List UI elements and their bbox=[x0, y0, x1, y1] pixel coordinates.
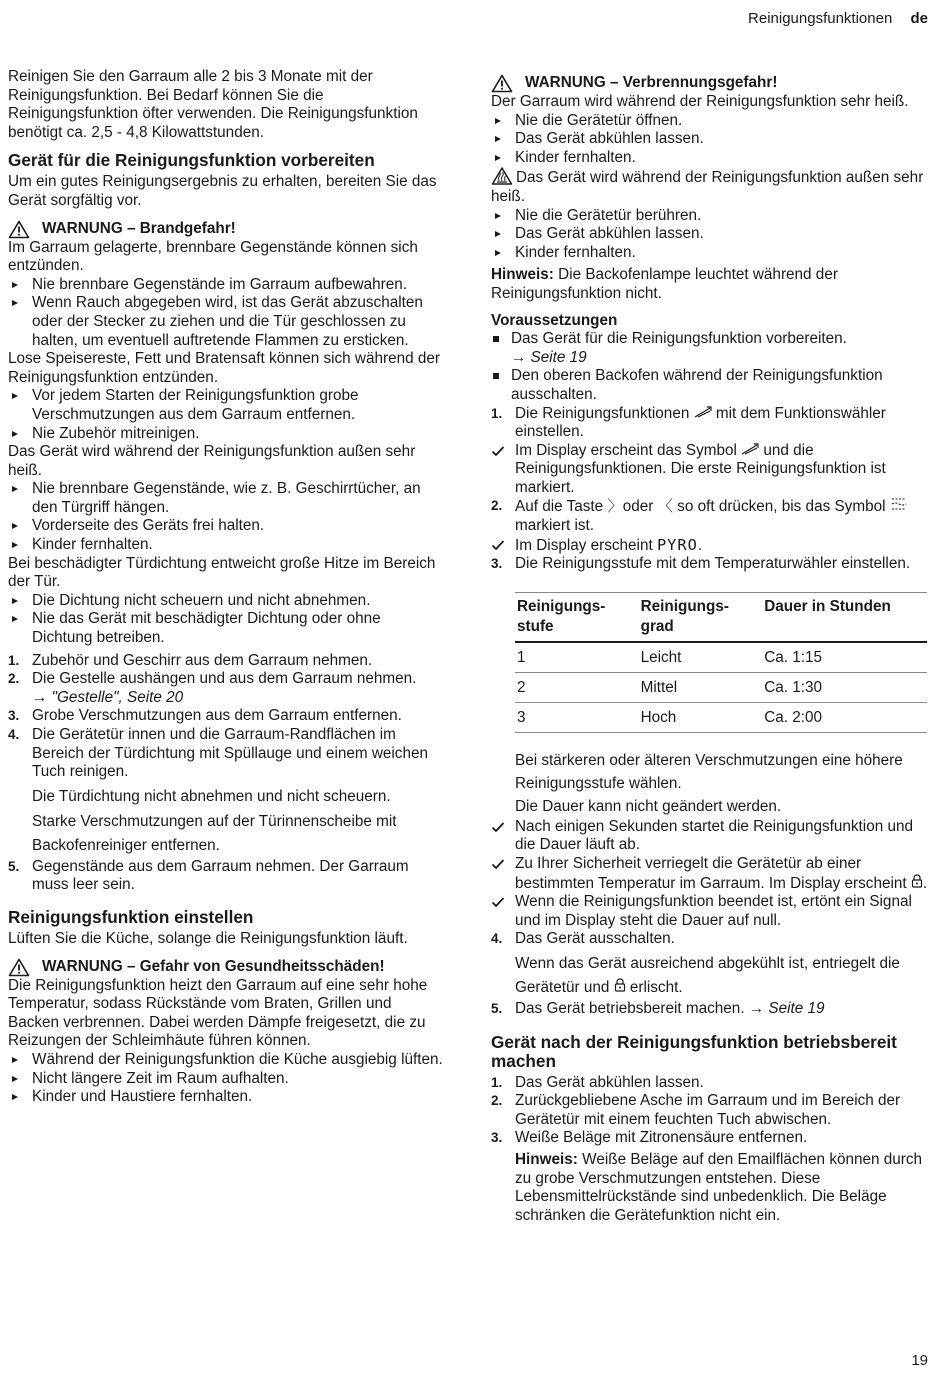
set-intro: Lüften Sie die Küche, solange die Reinigungsfunktion läuft. bbox=[8, 929, 408, 947]
lock-icon bbox=[911, 874, 923, 888]
table-cell: Ca. 2:00 bbox=[762, 702, 927, 732]
list-item: Wenn Rauch abgegeben wird, ist das Gerät abzuschalten oder der Stecker zu ziehen und die Tür geschlossen zu halten, um eventuell auftretende Flammen zu ersticken. bbox=[8, 294, 444, 350]
list-item: Nie brennbare Gegenstände, wie z. B. Geschirrtücher, an den Türgriff hängen. bbox=[8, 480, 444, 517]
list-item: Das Gerät abkühlen lassen. bbox=[491, 130, 929, 149]
heading-after: Gerät nach der Reinigungsfunktion betriebsbereit machen bbox=[491, 1031, 897, 1071]
step-2: 2. Auf die Taste 〉oder 〈 so oft drücken, bis das Symbol markiert ist. bbox=[491, 497, 929, 535]
fire-text-3: Das Gerät wird während der Reinigungsfunktion außen sehr heiß. bbox=[8, 443, 416, 479]
cross-reference-arrow-icon: → bbox=[748, 1000, 765, 1017]
table-cell: 2 bbox=[515, 672, 639, 702]
step-5: 5. Gegenstände aus dem Garraum nehmen. Der Garraum muss leer sein. bbox=[8, 857, 409, 894]
display-code: PYRO bbox=[656, 535, 698, 554]
list-item: Nicht längere Zeit im Raum aufhalten. bbox=[8, 1070, 444, 1089]
check-icon bbox=[491, 820, 505, 839]
after-step-1: 1. Das Gerät abkühlen lassen. bbox=[491, 1073, 704, 1091]
warning-fire-title: WARNUNG – Brandgefahr! bbox=[42, 219, 236, 237]
step-1: 1. Zubehör und Geschirr aus dem Garraum nehmen. bbox=[8, 651, 373, 669]
table-cell: Mittel bbox=[639, 672, 763, 702]
result-4: Zu Ihrer Sicherheit verriegelt die Gerätetür ab einer bestimmten Temperatur im Garraum. Im Display erscheint . bbox=[491, 855, 929, 893]
warning-triangle-icon bbox=[8, 958, 30, 977]
warning-burn bbox=[491, 74, 929, 93]
table-cell: Leicht bbox=[639, 642, 763, 673]
table-header-row bbox=[515, 592, 927, 642]
burn-text: Der Garraum wird während der Reinigungsfunktion sehr heiß. bbox=[491, 93, 909, 110]
pyrolysis-icon bbox=[741, 443, 759, 455]
step-3: 3. Die Reinigungsstufe mit dem Temperaturwähler einstellen. bbox=[491, 555, 911, 573]
requirement-2: Den oberen Backofen während der Reinigungsfunktion ausschalten. bbox=[491, 367, 929, 404]
fire-text-4: Bei beschädigter Türdichtung entweicht große Hitze im Bereich der Tür. bbox=[8, 554, 436, 591]
step-3: 3. Grobe Verschmutzungen aus dem Garraum entfernen. bbox=[8, 707, 402, 725]
heading-set: Reinigungsfunktion einstellen bbox=[8, 906, 254, 927]
language-code: de bbox=[910, 10, 928, 27]
check-icon bbox=[491, 895, 505, 914]
burn-text-2: Das Gerät wird während der Reinigungsfunktion außen sehr heiß. bbox=[491, 169, 924, 205]
result-5: Wenn die Reinigungsfunktion beendet ist, ertönt ein Signal und im Display steht die Dauer auf null. bbox=[491, 893, 929, 930]
cross-reference[interactable]: → Seite 19 bbox=[511, 348, 587, 366]
table-cell: 3 bbox=[515, 702, 639, 732]
lock-icon bbox=[614, 978, 626, 992]
warning-health-title: WARNUNG – Gefahr von Gesundheitsschäden! bbox=[42, 957, 385, 975]
list-item: Die Dichtung nicht scheuern und nicht abnehmen. bbox=[8, 592, 444, 611]
result-3: Nach einigen Sekunden startet die Reinigungsfunktion und die Dauer läuft ab. bbox=[491, 818, 929, 855]
requirement-1: Das Gerät für die Reinigungsfunktion vorbereiten. → Seite 19 bbox=[491, 330, 929, 367]
intro-paragraph: Reinigen Sie den Garraum alle 2 bis 3 Monate mit der Reinigungsfunktion. Bei Bedarf können Sie die Reinigungsfunktion öfter verwenden. Die Reinigungsfunktion benötigt ca. 2,5 - 4,8 Kilowattstunden. bbox=[8, 68, 418, 141]
list-item: Nie die Gerätetür berühren. bbox=[491, 207, 929, 226]
step-4: 4. Das Gerät ausschalten. bbox=[491, 930, 675, 948]
list-item: Nie Zubehör mitreinigen. bbox=[8, 425, 444, 444]
warning-triangle-icon bbox=[8, 220, 30, 239]
step-1: 1. Die Reinigungsfunktionen mit dem Funktionswähler einstellen. bbox=[491, 404, 886, 441]
table-cell: 1 bbox=[515, 642, 639, 673]
after-step-3-note: Hinweis: Weiße Beläge auf den Emailflächen können durch zu grobe Verschmutzungen entstehen. Diese Lebensmittelrückstände sind unbedenklich. Die Beläge schränken die Gerätefunktion nicht ein. bbox=[515, 1150, 923, 1224]
right-column bbox=[491, 74, 929, 1225]
check-icon bbox=[491, 538, 505, 557]
list-item: Kinder fernhalten. bbox=[491, 244, 929, 263]
table-row bbox=[515, 642, 927, 673]
table-cell: Ca. 1:30 bbox=[762, 672, 927, 702]
table-row bbox=[515, 702, 927, 732]
section-title: Reinigungsfunktionen bbox=[748, 10, 893, 27]
cross-reference-arrow-icon: → bbox=[32, 688, 48, 706]
list-item: Das Gerät abkühlen lassen. bbox=[491, 225, 929, 244]
step-4: 4. Die Gerätetür innen und die Garraum-Randflächen im Bereich der Türdichtung mit Spüllauge und einem weichen Tuch reinigen. bbox=[8, 726, 428, 781]
list-item: Während der Reinigungsfunktion die Küche ausgiebig lüften. bbox=[8, 1051, 444, 1070]
list-item: Nie das Gerät mit beschädigter Dichtung oder ohne Dichtung betreiben. bbox=[8, 610, 444, 647]
table-cell: Ca. 1:15 bbox=[762, 642, 927, 673]
table-note-1: Bei stärkeren oder älteren Verschmutzungen eine höhere Reinigungsstufe wählen. bbox=[515, 751, 903, 792]
table-row bbox=[515, 672, 927, 702]
result-2: Im Display erscheint PYRO. bbox=[491, 536, 929, 556]
list-item: Kinder fernhalten. bbox=[8, 536, 444, 555]
list-item: Nie brennbare Gegenstände im Garraum aufbewahren. bbox=[8, 276, 444, 295]
warning-triangle-icon bbox=[491, 74, 513, 93]
list-item: Vor jedem Starten der Reinigungsfunktion grobe Verschmutzungen aus dem Garraum entfernen. bbox=[8, 387, 444, 424]
pyrolysis-icon bbox=[890, 497, 908, 511]
heading-requirements: Voraussetzungen bbox=[491, 311, 618, 329]
table-cell: Hoch bbox=[639, 702, 763, 732]
after-step-3: 3. Weiße Beläge mit Zitronensäure entfernen. bbox=[491, 1129, 808, 1147]
result-1: Im Display erscheint das Symbol und die Reinigungsfunktionen. Die erste Reinigungsfunktion ist markiert. bbox=[491, 442, 929, 498]
check-icon bbox=[491, 857, 505, 876]
check-icon bbox=[491, 444, 505, 463]
step-4-note-2: Starke Verschmutzungen auf der Türinnenscheibe mit Backofenreiniger entfernen. bbox=[32, 812, 397, 854]
step-2: 2. Die Gestelle aushängen und aus dem Garraum nehmen. → "Gestelle", Seite 20 bbox=[8, 670, 444, 707]
left-column bbox=[8, 68, 444, 1107]
cleaning-level-table bbox=[515, 592, 927, 733]
step-4-note-1: Die Türdichtung nicht abnehmen und nicht scheuern. bbox=[32, 787, 391, 805]
fire-text: Im Garraum gelagerte, brennbare Gegenstände können sich entzünden. bbox=[8, 238, 418, 275]
page-number: 19 bbox=[911, 1352, 928, 1369]
cross-reference[interactable]: → "Gestelle", Seite 20 bbox=[32, 688, 184, 706]
list-item: Kinder und Haustiere fernhalten. bbox=[8, 1088, 444, 1107]
pyrolysis-icon bbox=[694, 406, 712, 418]
list-item: Nie die Gerätetür öffnen. bbox=[491, 112, 929, 131]
right-chevron-icon: 〉 bbox=[607, 498, 623, 516]
warning-burn-title: WARNUNG – Verbrennungsgefahr! bbox=[525, 74, 778, 92]
warning-health bbox=[8, 958, 444, 977]
list-item: Vorderseite des Geräts frei halten. bbox=[8, 517, 444, 536]
table-header: Reinigungs-grad bbox=[639, 592, 763, 642]
list-item: Kinder fernhalten. bbox=[491, 149, 929, 168]
fire-text-2: Lose Speisereste, Fett und Bratensaft können sich während der Reinigungsfunktion entzünden. bbox=[8, 350, 440, 386]
left-chevron-icon: 〈 bbox=[657, 498, 673, 516]
after-step-2: 2. Zurückgebliebene Asche im Garraum und im Bereich der Gerätetür mit einem feuchten Tuch abwischen. bbox=[491, 1092, 901, 1128]
step-5: 5. Das Gerät betriebsbereit machen. → Seite 19 bbox=[491, 1000, 825, 1017]
table-header: Dauer in Stunden bbox=[762, 592, 927, 642]
health-text: Die Reinigungsfunktion heizt den Garraum auf eine sehr hohe Temperatur, sodass Rückstände vom Braten, Grillen und Backen verbrennen. Dabei werden Dämpfe freigesetzt, die zu Reizungen der Schleimhäute führen können. bbox=[8, 976, 428, 1050]
warning-fire bbox=[8, 220, 444, 239]
hot-surface-warning-icon bbox=[491, 167, 513, 185]
table-header: Reinigungs-stufe bbox=[515, 592, 639, 642]
table-note-2: Die Dauer kann nicht geändert werden. bbox=[515, 797, 782, 815]
cross-reference[interactable]: → Seite 19 bbox=[748, 1000, 825, 1017]
note: Hinweis: Die Backofenlampe leuchtet während der Reinigungsfunktion nicht. bbox=[491, 266, 838, 302]
heading-prepare: Gerät für die Reinigungsfunktion vorbereiten bbox=[8, 150, 375, 171]
cross-reference-arrow-icon: → bbox=[511, 348, 527, 366]
step-4-note: Wenn das Gerät ausreichend abgekühlt ist, entriegelt die Gerätetür und erlischt. bbox=[515, 955, 900, 996]
prepare-intro: Um ein gutes Reinigungsergebnis zu erhalten, bereiten Sie das Gerät sorgfältig vor. bbox=[8, 173, 437, 209]
page-header bbox=[748, 10, 928, 29]
